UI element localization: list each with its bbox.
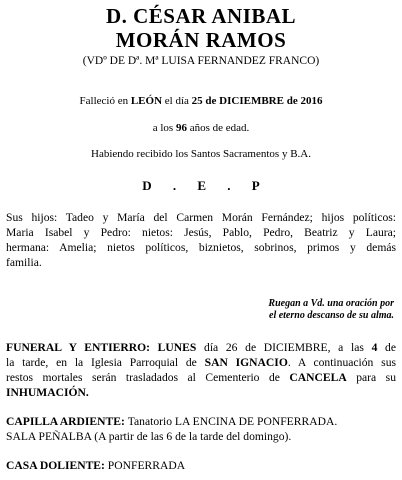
capilla-label: CAPILLA ARDIENTE: — [6, 415, 128, 428]
prayer-line: el eterno descanso de su alma. — [269, 310, 394, 321]
sacraments-line: Habiendo recibido los Santos Sacramentos y B.A. — [91, 148, 311, 160]
capilla-text: Tanatorio LA ENCINA DE PONFERRADA. — [127, 415, 338, 428]
death-mid: el día — [162, 95, 192, 107]
family-paragraph — [6, 210, 396, 270]
church-name: SAN IGNACIO — [204, 356, 288, 369]
age-suffix: años de edad. — [186, 122, 250, 134]
casa-label: CASA DOLIENTE: — [6, 459, 108, 472]
age-line — [0, 121, 402, 135]
funeral-text: para su — [346, 371, 396, 384]
cemetery-name: CANCELA — [289, 371, 347, 384]
deceased-name-line1: D. CÉSAR ANIBAL — [105, 4, 297, 28]
capilla-line-1 — [6, 414, 396, 429]
death-line — [0, 94, 402, 108]
funeral-text: restos mortales serán trasladados al Cementerio de — [6, 371, 290, 384]
death-prefix: Falleció en — [79, 95, 131, 107]
family-line: Sus hijos: Tadeo y María del Carmen Morán Fernández; hijos políticos: — [6, 211, 396, 224]
funeral-label: FUNERAL Y ENTIERRO: LUNES — [6, 341, 197, 354]
funeral-text: día 26 de DICIEMBRE, a las — [196, 341, 372, 354]
casa-paragraph — [6, 458, 396, 473]
funeral-text: la tarde, en la Iglesia Parroquial de — [6, 356, 205, 369]
family-line: Maria Isabel y Pedro: nietos: Jesús, Pablo, Pedro, Beatriz y Laura; — [6, 226, 396, 239]
funeral-line-1 — [6, 340, 396, 355]
prayer-line: Ruegan a Vd. una oración por — [268, 298, 394, 309]
age-prefix: a los — [152, 122, 176, 134]
casa-line — [6, 458, 396, 473]
age-value: 96 — [175, 122, 187, 134]
dep-heading: D . E . P — [142, 178, 269, 193]
funeral-line-3 — [6, 370, 396, 385]
death-place: LEÓN — [130, 95, 163, 107]
casa-text: PONFERRADA — [107, 459, 186, 472]
capilla-line-2: SALA PEÑALBA (A partir de las 6 de la tarde del domingo). — [6, 430, 292, 443]
family-line: familia. — [6, 256, 42, 269]
widow-of-line: (VDº DE Dª. Mª LUISA FERNANDEZ FRANCO) — [82, 55, 320, 67]
burial-label: INHUMACIÓN. — [6, 386, 89, 399]
funeral-paragraph — [6, 340, 396, 400]
family-line: hermana: Amelia; nietos políticos, biznietos, sobrinos, primos y demás — [6, 241, 396, 254]
funeral-text: . A continuación sus — [287, 356, 396, 369]
capilla-paragraph — [6, 414, 396, 444]
death-date: 25 de DICIEMBRE de 2016 — [191, 95, 323, 107]
funeral-hour: 4 — [371, 341, 378, 354]
deceased-name-line2: MORÁN RAMOS — [115, 28, 287, 52]
funeral-line-2 — [6, 355, 396, 370]
prayer-request — [194, 298, 394, 322]
funeral-text: de — [377, 341, 396, 354]
